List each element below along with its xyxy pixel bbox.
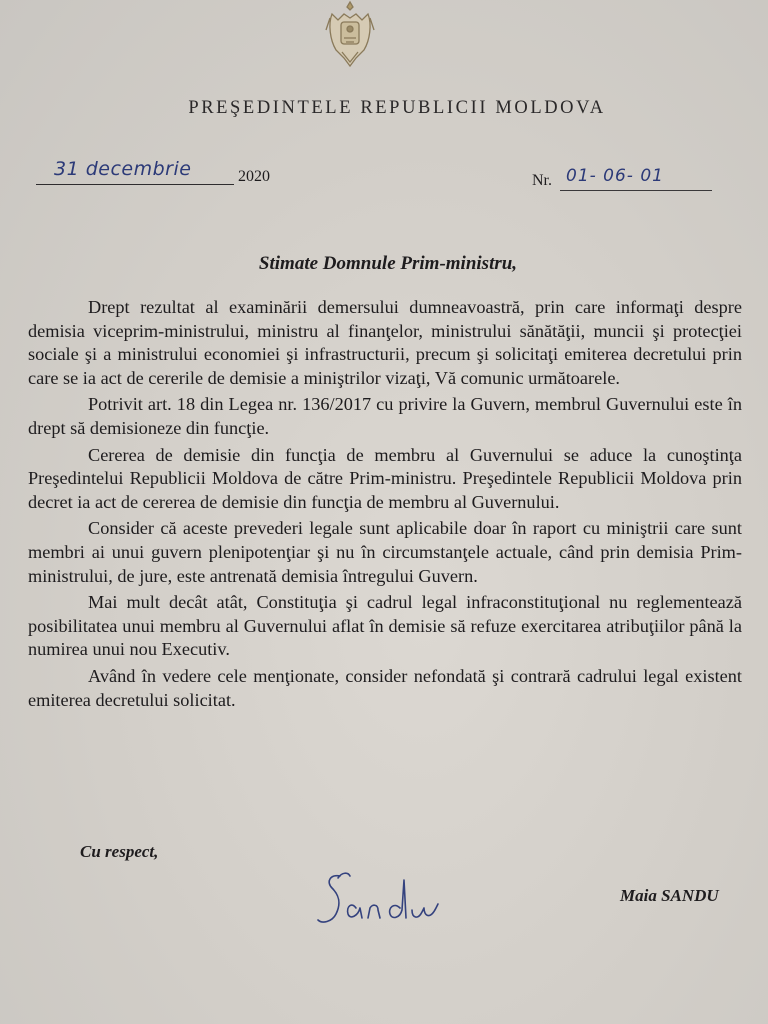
paragraph: Cererea de demisie din funcţia de membru al Guvernului se aduce la cunoştinţa Preşedintelui Republicii Moldova de către Prim-ministru. Preşedintele Republicii Moldova prin decret ia act de cererea de demisie din funcţia de membru al Guvernului. — [28, 444, 742, 512]
date-year: 2020 — [238, 168, 270, 185]
letterhead-title: PREŞEDINTELE REPUBLICII MOLDOVA — [188, 98, 606, 118]
paragraph: Drept rezultat al examinării demersului dumneavoastră, prin care informaţi despre demisia viceprim-ministrului, ministru al finanţelor, ministrului sănătăţii, muncii şi protecţiei sociale şi a ministrului economiei şi infrastructurii, precum şi solicitaţi emiterea decretului prin care se ia act de cererile de demisie a miniştrilor vizaţi, Vă comunic următoarele. — [28, 297, 742, 388]
coat-of-arms-icon — [322, 0, 378, 70]
handwritten-date: 31 decembrie — [54, 158, 192, 180]
paragraph: Potrivit art. 18 din Legea nr. 136/2017 cu privire la Guvern, membrul Guvernului este în drept să demisioneze din funcţie. — [28, 394, 742, 438]
paragraph: Consider că aceste prevederi legale sunt aplicabile doar în raport cu miniştrii care sunt membri ai unui guvern plenipotenţiar şi nu în circumstanţele actuale, când prin demisia Prim-ministrului, de jure, este antrenată demisia întregului Guvern. — [28, 518, 742, 586]
paragraph: Având în vedere cele menţionate, consider nefondată şi contrară cadrului legal existent emiterea decretului solicitat. — [28, 665, 742, 710]
letter-body — [28, 296, 742, 715]
handwritten-signature-icon — [312, 868, 482, 938]
signer-name: Maia SANDU — [620, 886, 719, 905]
closing: Cu respect, — [80, 842, 159, 861]
salutation: Stimate Domnule Prim-ministru, — [258, 253, 518, 274]
handwritten-number: 01- 06- 01 — [566, 166, 664, 186]
date-field — [36, 158, 234, 185]
paragraph: Mai mult decât atât, Constituţia şi cadrul legal infraconstituţional nu reglementează posibilitatea unui membru al Guvernului aflat în demisie să refuze exercitarea atribuţiilor până la numirea unui nou Executiv. — [28, 592, 742, 660]
number-label: Nr. — [532, 172, 552, 189]
number-field — [560, 166, 712, 191]
